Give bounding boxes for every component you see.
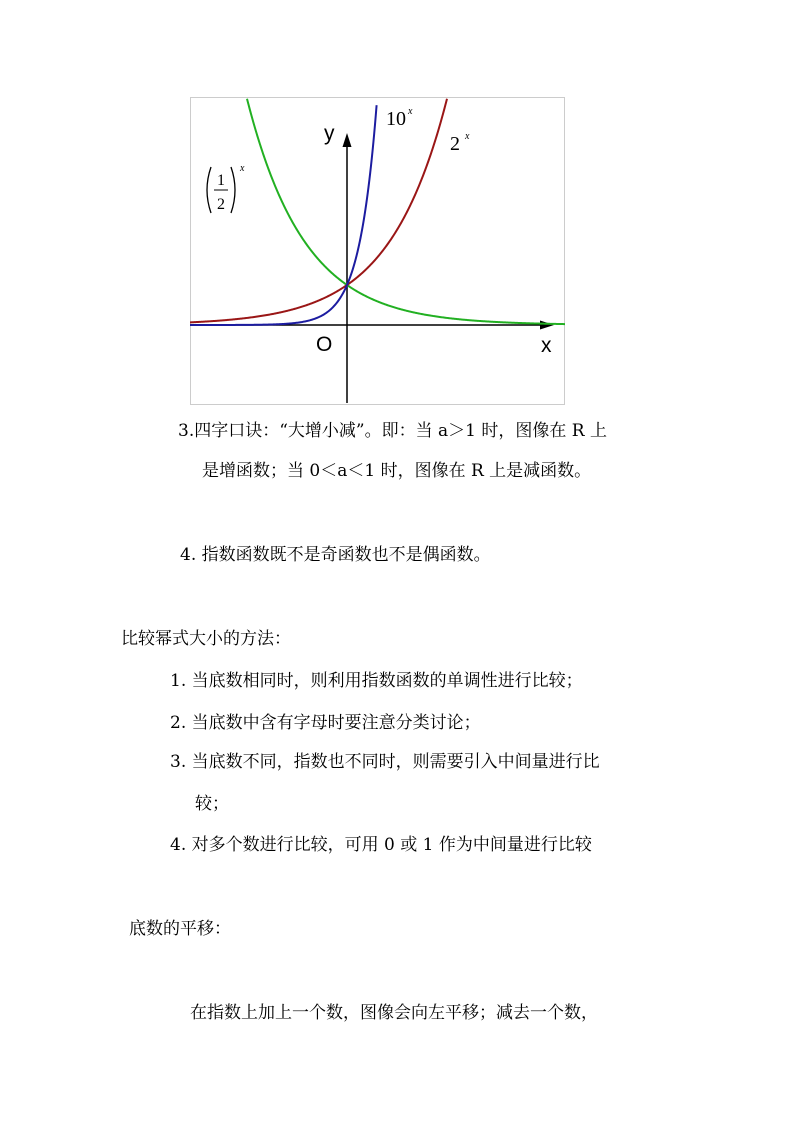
exponential-graph-figure <box>190 97 565 405</box>
graph-frame <box>191 98 565 405</box>
parity-rule: 4. 指数函数既不是奇函数也不是偶函数。 <box>180 545 491 565</box>
section-heading-compare: 比较幂式大小的方法： <box>121 629 291 649</box>
compare-method-3-line2: 较； <box>195 794 229 814</box>
shift-rule-text: 在指数上加上一个数，图像会向左平移；减去一个数， <box>190 1003 598 1023</box>
y-axis-label: y <box>324 122 335 145</box>
x-axis-label: x <box>541 334 552 357</box>
origin-label: O <box>316 333 333 356</box>
ten-power-exponent: x <box>408 106 413 117</box>
half-denominator: 2 <box>217 196 225 213</box>
compare-method-4: 4. 对多个数进行比较，可用 0 或 1 作为中间量进行比较 <box>170 835 592 855</box>
two-power-label: 2 <box>450 133 460 155</box>
compare-method-3-line1: 3. 当底数不同，指数也不同时，则需要引入中间量进行比 <box>170 752 600 772</box>
ten-power-label: 10 <box>386 108 406 130</box>
graph-svg <box>190 97 565 405</box>
compare-method-1: 1. 当底数相同时，则利用指数函数的单调性进行比较； <box>170 671 583 691</box>
two-power-exponent: x <box>465 131 470 142</box>
half-numerator: 1 <box>217 172 225 189</box>
rule-mnemonic-line1: 3.四字口诀：“大增小减”。即：当 a＞1 时，图像在 R 上 <box>178 421 607 441</box>
section-heading-shift: 底数的平移： <box>129 919 231 939</box>
rule-mnemonic-line2: 是增函数；当 0＜a＜1 时，图像在 R 上是减函数。 <box>202 461 592 481</box>
half-power-exponent: x <box>240 163 245 174</box>
compare-method-2: 2. 当底数中含有字母时要注意分类讨论； <box>170 713 481 733</box>
